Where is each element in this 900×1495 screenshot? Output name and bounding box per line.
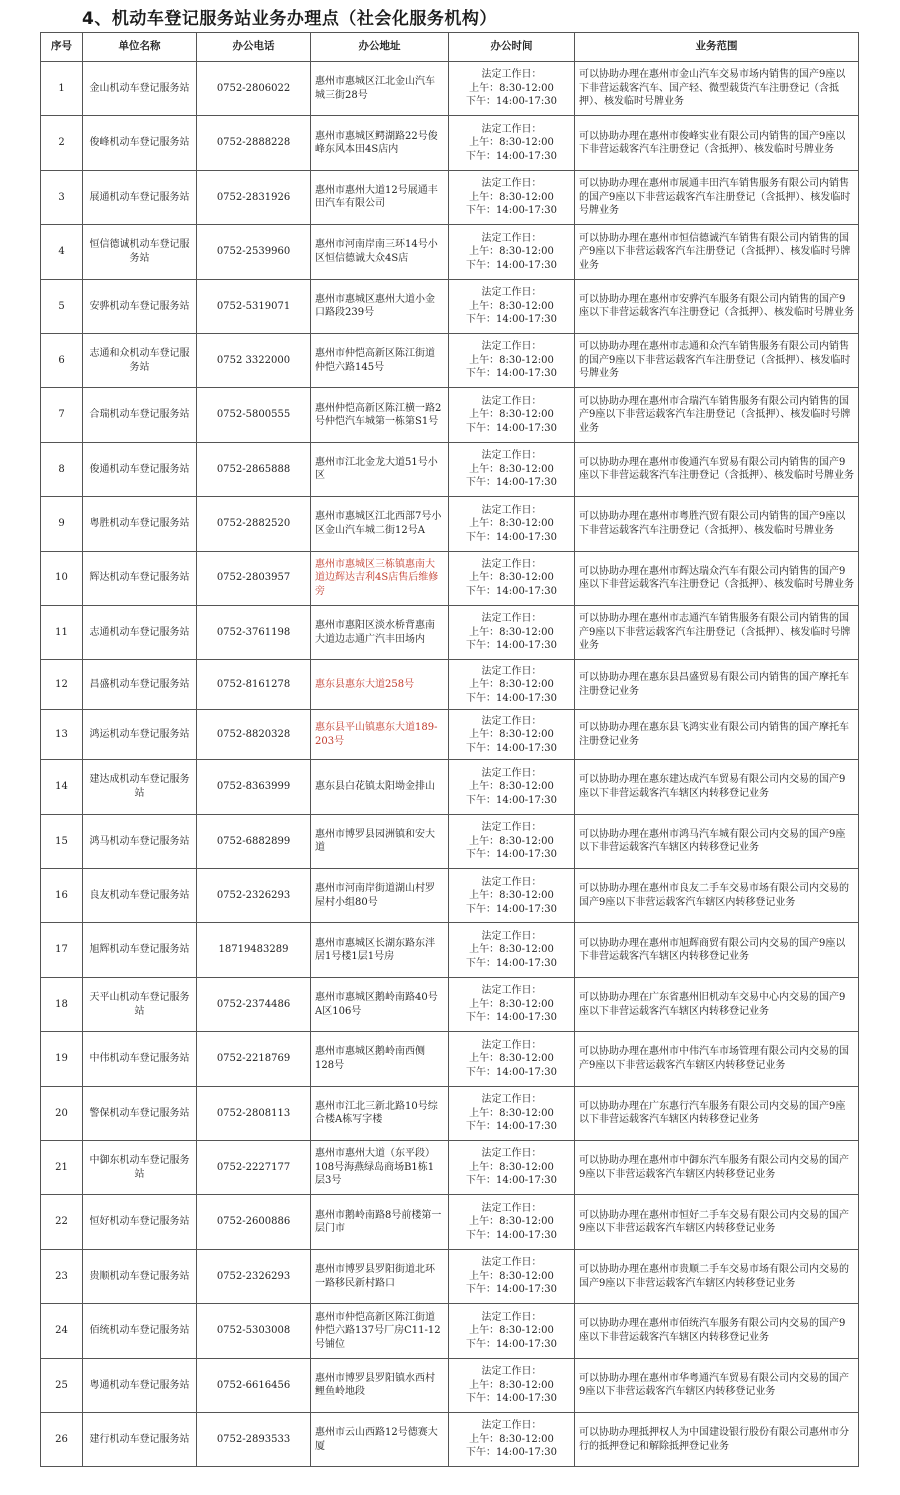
business-scope: 可以协助办理在惠州市俊峰实业有限公司内销售的国产9座以下非营运载客汽车注册登记（含抵押）、核发临时号牌业务 (575, 116, 859, 170)
office-address: 惠州市惠城区长湖东路东泮居1号楼1层1号房 (311, 923, 449, 977)
office-hours-line3: 下午：14:00-17:30 (465, 1393, 557, 1405)
row-number: 3 (41, 170, 83, 224)
table-row (41, 388, 859, 442)
office-hours-line2: 上午：8:30-12:00 (469, 1270, 554, 1282)
station-name: 天平山机动车登记服务站 (83, 977, 197, 1031)
table-row (41, 442, 859, 496)
station-name: 警保机动车登记服务站 (83, 1086, 197, 1140)
office-hours-line1: 法定工作日： (481, 822, 542, 834)
table-row (41, 1304, 859, 1358)
office-hours (449, 497, 575, 551)
business-scope: 可以协助办理在惠州市金山汽车交易市场内销售的国产9座以下非营运载客汽车、国产轻、微型载货汽车注册登记（含抵押）、核发临时号牌业务 (575, 62, 859, 116)
office-hours-line1: 法定工作日： (481, 450, 542, 462)
row-number: 26 (41, 1412, 83, 1466)
office-hours-line3: 下午：14:00-17:30 (465, 742, 557, 754)
office-hours-line2: 上午：8:30-12:00 (469, 246, 554, 258)
office-hours (449, 1141, 575, 1195)
office-hours-line1: 法定工作日： (481, 1420, 542, 1432)
row-number: 16 (41, 869, 83, 923)
office-hours-line3: 下午：14:00-17:30 (465, 692, 557, 704)
row-number: 24 (41, 1304, 83, 1358)
business-scope: 可以协助办理在惠东建达成汽车贸易有限公司内交易的国产9座以下非营运载客汽车辖区内转移登记业务 (575, 760, 859, 814)
office-address: 惠州市惠城区江北金山汽车城三街28号 (311, 62, 449, 116)
business-scope: 可以协助办理在惠州市安骅汽车服务有限公司内销售的国产9座以下非营运载客汽车注册登记（含抵押）、核发临时号牌业务 (575, 279, 859, 333)
business-scope: 可以协助办理在惠州市佰统汽车服务有限公司内交易的国产9座以下非营运载客汽车辖区内转移登记业务 (575, 1304, 859, 1358)
office-phone: 0752-8820328 (197, 710, 311, 760)
office-hours-line2: 上午：8:30-12:00 (469, 1107, 554, 1119)
office-phone: 0752-2218769 (197, 1032, 311, 1086)
office-hours-line1: 法定工作日： (481, 558, 542, 570)
station-name: 中伟机动车登记服务站 (83, 1032, 197, 1086)
office-hours-line1: 法定工作日： (481, 930, 542, 942)
office-phone: 0752-6882899 (197, 814, 311, 868)
office-hours (449, 977, 575, 1031)
business-scope: 可以协助办理在惠州市展通丰田汽车销售服务有限公司内销售的国产9座以下非营运载客汽车注册登记（含抵押）、核发临时号牌业务 (575, 170, 859, 224)
office-address: 惠东县平山镇惠东大道189-203号 (311, 710, 449, 760)
office-hours-line2: 上午：8:30-12:00 (469, 300, 554, 312)
business-scope: 可以协助办理在惠州市华粤通汽车贸易有限公司内交易的国产9座以下非营运载客汽车辖区内转移登记业务 (575, 1358, 859, 1412)
office-phone: 0752-8161278 (197, 660, 311, 710)
office-address: 惠州市江北金龙大道51号小区 (311, 442, 449, 496)
office-hours-line1: 法定工作日： (481, 287, 542, 298)
office-hours-line1: 法定工作日： (481, 123, 542, 135)
office-hours-line2: 上午：8:30-12:00 (469, 1053, 554, 1065)
station-name: 志通和众机动车登记服务站 (83, 333, 197, 387)
office-hours-line3: 下午：14:00-17:30 (465, 96, 557, 108)
station-name: 良友机动车登记服务站 (83, 869, 197, 923)
station-name: 展通机动车登记服务站 (83, 170, 197, 224)
table-row (41, 279, 859, 333)
office-phone: 0752-2808113 (197, 1086, 311, 1140)
office-hours-line2: 上午：8:30-12:00 (469, 354, 554, 366)
office-phone: 0752-2539960 (197, 225, 311, 279)
office-phone: 0752-2882520 (197, 497, 311, 551)
business-scope: 可以协助办理在惠东县昌盛贸易有限公司内销售的国产摩托车注册登记业务 (575, 660, 859, 710)
office-hours-line3: 下午：14:00-17:30 (465, 1012, 557, 1024)
office-hours (449, 923, 575, 977)
station-name: 建达成机动车登记服务站 (83, 760, 197, 814)
office-phone: 0752-2326293 (197, 869, 311, 923)
office-hours (449, 710, 575, 760)
office-hours-line2: 上午：8:30-12:00 (469, 626, 554, 638)
office-hours-line2: 上午：8:30-12:00 (469, 1433, 554, 1445)
business-scope: 可以协助办理在惠州市志通和众汽车销售服务有限公司内销售的国产9座以下非营运载客汽车注册登记（含抵押）、核发临时号牌业务 (575, 333, 859, 387)
table-row (41, 1141, 859, 1195)
business-scope: 可以协助办理在广东省惠州旧机动车交易中心内交易的国产9座以下非营运载客汽车辖区内转移登记业务 (575, 977, 859, 1031)
table-row (41, 869, 859, 923)
table-row (41, 170, 859, 224)
office-phone: 0752-2227177 (197, 1141, 311, 1195)
station-name: 佰统机动车登记服务站 (83, 1304, 197, 1358)
office-phone: 0752-5303008 (197, 1304, 311, 1358)
office-phone: 0752-2865888 (197, 442, 311, 496)
office-hours (449, 279, 575, 333)
office-hours-line3: 下午：14:00-17:30 (465, 1447, 557, 1459)
office-address: 惠州市博罗县罗阳街道北环一路移民新村路口 (311, 1249, 449, 1303)
office-hours-line2: 上午：8:30-12:00 (469, 890, 554, 902)
business-scope: 可以协助办理在惠州市旭辉商贸有限公司内交易的国产9座以下非营运载客汽车辖区内转移登记业务 (575, 923, 859, 977)
office-phone: 0752-6616456 (197, 1358, 311, 1412)
table-row (41, 660, 859, 710)
office-phone: 0752-2831926 (197, 170, 311, 224)
office-hours (449, 388, 575, 442)
office-phone: 0752-2893533 (197, 1412, 311, 1466)
office-hours-line3: 下午：14:00-17:30 (465, 205, 557, 217)
office-hours (449, 333, 575, 387)
office-hours-line3: 下午：14:00-17:30 (465, 531, 557, 543)
office-hours (449, 1358, 575, 1412)
office-hours-line2: 上午：8:30-12:00 (469, 82, 554, 94)
row-number: 21 (41, 1141, 83, 1195)
office-address: 惠州市惠城区鳄湖路22号俊峰东风本田4S店内 (311, 116, 449, 170)
office-hours (449, 116, 575, 170)
business-scope: 可以协助办理在惠州市恒信德诚汽车销售有限公司内销售的国产9座以下非营运载客汽车注册登记（含抵押）、核发临时号牌业务 (575, 225, 859, 279)
office-hours (449, 1412, 575, 1466)
office-hours-line3: 下午：14:00-17:30 (465, 150, 557, 162)
office-hours-line3: 下午：14:00-17:30 (465, 794, 557, 806)
office-phone: 0752 3322000 (197, 333, 311, 387)
office-address: 惠州市惠阳区淡水桥背惠南大道边志通广汽丰田场内 (311, 605, 449, 659)
station-name: 鸿马机动车登记服务站 (83, 814, 197, 868)
office-hours-line1: 法定工作日： (481, 1094, 542, 1106)
office-hours-line1: 法定工作日： (481, 985, 542, 997)
office-hours-line3: 下午：14:00-17:30 (465, 1175, 557, 1187)
office-hours-line3: 下午：14:00-17:30 (465, 477, 557, 489)
station-name: 鸿运机动车登记服务站 (83, 710, 197, 760)
office-phone: 0752-2803957 (197, 551, 311, 605)
office-hours-line2: 上午：8:30-12:00 (469, 137, 554, 149)
station-name: 粤通机动车登记服务站 (83, 1358, 197, 1412)
office-hours-line2: 上午：8:30-12:00 (469, 1216, 554, 1228)
table-row (41, 923, 859, 977)
station-name: 建行机动车登记服务站 (83, 1412, 197, 1466)
office-address: 惠州仲恺高新区陈江横一路2号仲恺汽车城第一栋第S1号 (311, 388, 449, 442)
row-number: 12 (41, 660, 83, 710)
business-scope: 可以协助办理在惠州市贵顺二手车交易市场有限公司内交易的国产9座以下非营运载客汽车辖区内转移登记业务 (575, 1249, 859, 1303)
office-hours-line1: 法定工作日： (481, 341, 542, 353)
office-hours-line1: 法定工作日： (481, 665, 542, 677)
table-header-row (41, 33, 859, 62)
business-scope: 可以协助办理在广东惠行汽车服务有限公司内交易的国产9座以下非营运载客汽车辖区内转移登记业务 (575, 1086, 859, 1140)
office-phone: 0752-2888228 (197, 116, 311, 170)
station-name: 俊通机动车登记服务站 (83, 442, 197, 496)
station-name: 恒好机动车登记服务站 (83, 1195, 197, 1249)
office-address: 惠州市惠城区惠州大道小金口路段239号 (311, 279, 449, 333)
office-phone: 0752-8363999 (197, 760, 311, 814)
office-address: 惠州市河南岸南三环14号小区恒信德诚大众4S店 (311, 225, 449, 279)
office-phone: 0752-2374486 (197, 977, 311, 1031)
office-phone: 0752-5800555 (197, 388, 311, 442)
office-hours-line3: 下午：14:00-17:30 (465, 957, 557, 969)
office-address: 惠州市河南岸街道湖山村罗屋村小组80号 (311, 869, 449, 923)
business-scope: 可以协助办理抵押权人为中国建设银行股份有限公司惠州市分行的抵押登记和解除抵押登记业务 (575, 1412, 859, 1466)
office-hours (449, 814, 575, 868)
office-hours-line1: 法定工作日： (481, 1366, 542, 1378)
table-row (41, 710, 859, 760)
office-hours-line3: 下午：14:00-17:30 (465, 259, 557, 271)
business-scope: 可以协助办理在惠州市鸿马汽车城有限公司内交易的国产9座以下非营运载客汽车辖区内转移登记业务 (575, 814, 859, 868)
station-name: 中御东机动车登记服务站 (83, 1141, 197, 1195)
station-name: 粤胜机动车登记服务站 (83, 497, 197, 551)
table-row (41, 1195, 859, 1249)
office-hours (449, 869, 575, 923)
table-row (41, 760, 859, 814)
office-hours-line3: 下午：14:00-17:30 (465, 585, 557, 597)
row-number: 15 (41, 814, 83, 868)
row-number: 13 (41, 710, 83, 760)
service-station-table (40, 32, 859, 1467)
office-hours-line3: 下午：14:00-17:30 (465, 1066, 557, 1078)
station-name: 贵顺机动车登记服务站 (83, 1249, 197, 1303)
office-hours-line2: 上午：8:30-12:00 (469, 835, 554, 847)
office-hours (449, 1032, 575, 1086)
row-number: 17 (41, 923, 83, 977)
office-hours-line1: 法定工作日： (481, 1148, 542, 1160)
office-hours (449, 660, 575, 710)
business-scope: 可以协助办理在惠州市志通汽车销售服务有限公司内销售的国产9座以下非营运载客汽车注册登记（含抵押）、核发临时号牌业务 (575, 605, 859, 659)
office-hours-line1: 法定工作日： (481, 1202, 542, 1214)
table-row (41, 977, 859, 1031)
office-hours (449, 1249, 575, 1303)
office-hours-line1: 法定工作日： (481, 1257, 542, 1269)
table-row (41, 497, 859, 551)
office-hours-line2: 上午：8:30-12:00 (469, 409, 554, 421)
station-name: 金山机动车登记服务站 (83, 62, 197, 116)
office-hours-line1: 法定工作日： (481, 613, 542, 625)
office-hours (449, 1086, 575, 1140)
business-scope: 可以协助办理在惠州市恒好二手车交易有限公司内交易的国产9座以下非营运载客汽车辖区内转移登记业务 (575, 1195, 859, 1249)
office-hours-line1: 法定工作日： (481, 715, 542, 727)
table-row (41, 116, 859, 170)
office-address: 惠州市仲恺高新区陈江街道仲恺六路137号厂房C11-12号铺位 (311, 1304, 449, 1358)
office-hours-line2: 上午：8:30-12:00 (469, 679, 554, 691)
row-number: 5 (41, 279, 83, 333)
office-hours-line3: 下午：14:00-17:30 (465, 368, 557, 380)
station-name: 安骅机动车登记服务站 (83, 279, 197, 333)
office-phone: 0752-2806022 (197, 62, 311, 116)
business-scope: 可以协助办理在惠州市俊通汽车贸易有限公司内销售的国产9座以下非营运载客汽车注册登记（含抵押）、核发临时号牌业务 (575, 442, 859, 496)
station-name: 昌盛机动车登记服务站 (83, 660, 197, 710)
table-row (41, 605, 859, 659)
office-hours-line2: 上午：8:30-12:00 (469, 518, 554, 530)
office-hours-line1: 法定工作日： (481, 767, 542, 779)
header-no: 序号 (41, 33, 83, 62)
business-scope: 可以协助办理在惠州市良友二手车交易市场有限公司内交易的国产9座以下非营运载客汽车辖区内转移登记业务 (575, 869, 859, 923)
office-hours-line2: 上午：8:30-12:00 (469, 572, 554, 584)
office-hours (449, 760, 575, 814)
table-row (41, 1249, 859, 1303)
office-address: 惠州市博罗县罗阳镇水西村鲤鱼岭地段 (311, 1358, 449, 1412)
office-hours-line1: 法定工作日： (481, 69, 542, 81)
station-name: 志通机动车登记服务站 (83, 605, 197, 659)
table-row (41, 814, 859, 868)
office-address: 惠州市惠城区鹅岭南路40号A区106号 (311, 977, 449, 1031)
office-address: 惠州市云山西路12号德赛大厦 (311, 1412, 449, 1466)
table-row (41, 1412, 859, 1466)
office-address: 惠州市惠城区鹅岭南西侧128号 (311, 1032, 449, 1086)
office-hours (449, 170, 575, 224)
header-name: 单位名称 (83, 33, 197, 62)
office-address: 惠东县惠东大道258号 (311, 660, 449, 710)
office-hours-line1: 法定工作日： (481, 1311, 542, 1323)
office-hours-line3: 下午：14:00-17:30 (465, 1121, 557, 1133)
row-number: 9 (41, 497, 83, 551)
row-number: 7 (41, 388, 83, 442)
office-address: 惠东县白花镇太阳坳金排山 (311, 760, 449, 814)
row-number: 14 (41, 760, 83, 814)
office-hours-line3: 下午：14:00-17:30 (465, 314, 557, 325)
station-name: 合瑞机动车登记服务站 (83, 388, 197, 442)
office-address: 惠州市惠州大道12号展通丰田汽车有限公司 (311, 170, 449, 224)
row-number: 18 (41, 977, 83, 1031)
office-address: 惠州市惠城区江北西部7号小区金山汽车城二街12号A (311, 497, 449, 551)
table-row (41, 551, 859, 605)
header-hours: 办公时间 (449, 33, 575, 62)
office-hours-line1: 法定工作日： (481, 876, 542, 888)
office-hours (449, 605, 575, 659)
office-hours-line2: 上午：8:30-12:00 (469, 944, 554, 956)
office-hours (449, 62, 575, 116)
row-number: 2 (41, 116, 83, 170)
office-hours-line3: 下午：14:00-17:30 (465, 1284, 557, 1296)
row-number: 10 (41, 551, 83, 605)
office-hours-line3: 下午：14:00-17:30 (465, 1338, 557, 1350)
office-phone: 0752-2326293 (197, 1249, 311, 1303)
header-address: 办公地址 (311, 33, 449, 62)
office-hours-line2: 上午：8:30-12:00 (469, 1161, 554, 1173)
office-hours-line2: 上午：8:30-12:00 (469, 781, 554, 793)
office-phone: 0752-3761198 (197, 605, 311, 659)
row-number: 25 (41, 1358, 83, 1412)
office-hours-line3: 下午：14:00-17:30 (465, 903, 557, 915)
office-address: 惠州市鹅岭南路8号前楼第一层门市 (311, 1195, 449, 1249)
page-title: 4、机动车登记服务站业务办理点（社会化服务机构） (82, 9, 497, 29)
office-hours-line2: 上午：8:30-12:00 (469, 998, 554, 1010)
table-row (41, 1086, 859, 1140)
office-hours-line1: 法定工作日： (481, 1039, 542, 1051)
table-row (41, 1032, 859, 1086)
office-hours-line1: 法定工作日： (481, 395, 542, 407)
row-number: 1 (41, 62, 83, 116)
row-number: 20 (41, 1086, 83, 1140)
business-scope: 可以协助办理在惠州市中伟汽车市场管理有限公司内交易的国产9座以下非营运载客汽车辖区内转移登记业务 (575, 1032, 859, 1086)
row-number: 6 (41, 333, 83, 387)
row-number: 4 (41, 225, 83, 279)
office-hours-line1: 法定工作日： (481, 232, 542, 244)
office-hours (449, 442, 575, 496)
office-hours-line2: 上午：8:30-12:00 (469, 1379, 554, 1391)
header-scope: 业务范围 (575, 33, 859, 62)
office-phone: 18719483289 (197, 923, 311, 977)
table-row (41, 1358, 859, 1412)
row-number: 23 (41, 1249, 83, 1303)
office-address: 惠州市惠州大道（东平段）108号海燕绿岛商场B1栋1层3号 (311, 1141, 449, 1195)
office-address: 惠州市惠城区三栋镇惠南大道边辉达吉利4S店售后维修旁 (311, 551, 449, 605)
office-phone: 0752-2600886 (197, 1195, 311, 1249)
row-number: 8 (41, 442, 83, 496)
business-scope: 可以协助办理在惠州市粤胜汽贸有限公司内销售的国产9座以下非营运载客汽车注册登记（含抵押）、核发临时号牌业务 (575, 497, 859, 551)
office-hours-line2: 上午：8:30-12:00 (469, 191, 554, 203)
office-hours-line2: 上午：8:30-12:00 (469, 463, 554, 475)
office-hours (449, 551, 575, 605)
table-row (41, 225, 859, 279)
business-scope: 可以协助办理在惠州市中御东汽车服务有限公司内交易的国产9座以下非营运载客汽车辖区内转移登记业务 (575, 1141, 859, 1195)
station-name: 俊峰机动车登记服务站 (83, 116, 197, 170)
office-hours-line3: 下午：14:00-17:30 (465, 1229, 557, 1241)
office-address: 惠州市博罗县园洲镇和安大道 (311, 814, 449, 868)
station-name: 恒信德诚机动车登记服务站 (83, 225, 197, 279)
office-hours-line3: 下午：14:00-17:30 (465, 422, 557, 434)
table-row (41, 333, 859, 387)
business-scope: 可以协助办理在惠东县飞鸿实业有限公司内销售的国产摩托车注册登记业务 (575, 710, 859, 760)
office-hours-line1: 法定工作日： (481, 178, 542, 190)
office-phone: 0752-5319071 (197, 279, 311, 333)
row-number: 22 (41, 1195, 83, 1249)
station-name: 辉达机动车登记服务站 (83, 551, 197, 605)
row-number: 11 (41, 605, 83, 659)
table-row (41, 62, 859, 116)
row-number: 19 (41, 1032, 83, 1086)
table-body (41, 62, 859, 1467)
office-hours-line3: 下午：14:00-17:30 (465, 849, 557, 861)
office-address: 惠州市仲恺高新区陈江街道仲恺六路145号 (311, 333, 449, 387)
business-scope: 可以协助办理在惠州市合瑞汽车销售服务有限公司内销售的国产9座以下非营运载客汽车注册登记（含抵押）、核发临时号牌业务 (575, 388, 859, 442)
office-hours (449, 225, 575, 279)
header-tel: 办公电话 (197, 33, 311, 62)
office-hours-line2: 上午：8:30-12:00 (469, 729, 554, 741)
office-hours (449, 1195, 575, 1249)
office-address: 惠州市江北三新北路10号综合楼A栋写字楼 (311, 1086, 449, 1140)
office-hours (449, 1304, 575, 1358)
business-scope: 可以协助办理在惠州市辉达瑞众汽车有限公司内销售的国产9座以下非营运载客汽车注册登记（含抵押）、核发临时号牌业务 (575, 551, 859, 605)
office-hours-line1: 法定工作日： (481, 504, 542, 516)
office-hours-line3: 下午：14:00-17:30 (465, 640, 557, 652)
station-name: 旭辉机动车登记服务站 (83, 923, 197, 977)
office-hours-line2: 上午：8:30-12:00 (469, 1325, 554, 1337)
